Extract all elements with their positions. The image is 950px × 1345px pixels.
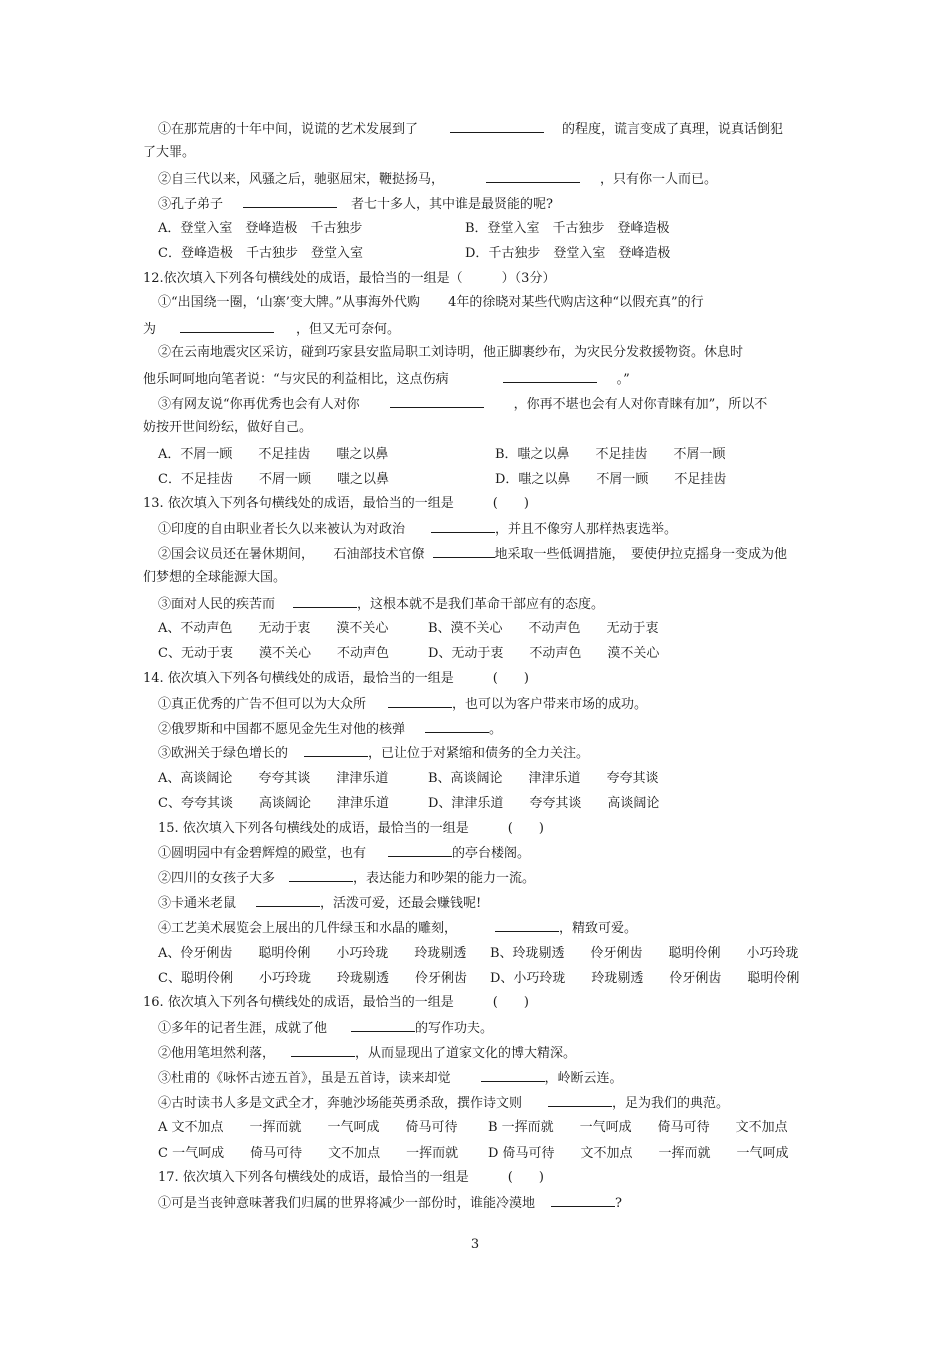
q17-sentence-1: ①可是当丧钟意味著我们归属的世界将减少一部份时，谁能冷漠地 ? xyxy=(158,1193,622,1213)
q16-stem: 16. 依次填入下列各句横线处的成语，最恰当的一组是 ( ) xyxy=(143,995,529,1010)
q13-sentence-3: ③面对人民的疾苦而 ，这根本就不是我们革命干部应有的态度。 xyxy=(158,594,604,614)
q16-sentence-4: ④古时读书人多是文武全才，奔驰沙场能英勇杀敌，撰作诗文则 ，足为我们的典范。 xyxy=(158,1093,729,1113)
blank-line xyxy=(388,843,452,857)
blank-line xyxy=(289,868,353,882)
q16-sentence-1: ①多年的记者生涯，成就了他 的写作功夫。 xyxy=(158,1018,493,1038)
q13-option-a: A、不动声色 无动于衷 漠不关心 xyxy=(158,621,389,636)
blank-line xyxy=(388,694,452,708)
blank-line xyxy=(433,544,495,558)
blank-line xyxy=(481,1068,545,1082)
q12-stem: 12.依次填入下列各句横线处的成语，最恰当的一组是（ ）（3分） xyxy=(143,271,556,286)
q16-option-c: C 一气呵成 倚马可待 文不加点 一挥而就 xyxy=(158,1146,459,1161)
q11-sentence-1-cont: 了大罪。 xyxy=(143,145,196,160)
q12-sentence-2: ②在云南地震灾区采访，碰到巧家县安监局职工刘诗明，他正脚裹纱布，为灾民分发救援物资。休息时 xyxy=(158,345,744,360)
blank-line xyxy=(291,1043,355,1057)
blank-line xyxy=(256,893,320,907)
q13-option-c: C、无动于衷 漠不关心 不动声色 xyxy=(158,646,389,661)
q11-option-a: A．登堂入室 登峰造极 千古独步 xyxy=(158,221,363,236)
q11-option-c: C．登峰造极 千古独步 登堂入室 xyxy=(158,246,363,261)
q14-sentence-3: ③欧洲关于绿色增长的 ，已让位于对紧缩和债务的全力关注。 xyxy=(158,743,589,763)
q13-sentence-2: ②国会议员还在暑休期间， 石油部技术官僚 地采取一些低调措施， 要使伊拉克摇身一变成为他 xyxy=(158,544,787,564)
q11-sentence-1: ①在那荒唐的十年中间，说谎的艺术发展到了 的程度，谎言变成了真理，说真话倒犯 xyxy=(158,119,783,139)
blank-line xyxy=(351,1018,415,1032)
q16-option-a: A 文不加点 一挥而就 一气呵成 倚马可待 xyxy=(158,1120,458,1135)
q15-option-c: C、聪明伶俐 小巧玲珑 玲珑剔透 伶牙俐齿 xyxy=(158,971,467,986)
blank-line xyxy=(390,394,484,408)
q13-sentence-2-cont: 们梦想的全球能源大国。 xyxy=(143,570,287,585)
blank-line xyxy=(450,119,544,133)
blank-line xyxy=(495,918,559,932)
q15-sentence-4: ④工艺美术展览会上展出的几件绿玉和水晶的雕刻， ，精致可爱。 xyxy=(158,918,637,938)
q14-option-d: D、津津乐道 夸夸其谈 高谈阔论 xyxy=(428,796,660,811)
blank-line xyxy=(431,519,495,533)
page-number: 3 xyxy=(470,1237,480,1252)
q14-sentence-2: ②俄罗斯和中国都不愿见金先生对他的核弹 。 xyxy=(158,719,502,739)
q12-option-d: D．嗤之以鼻 不屑一顾 不足挂齿 xyxy=(495,472,727,487)
q12-option-b: B．嗤之以鼻 不足挂齿 不屑一顾 xyxy=(495,447,726,462)
blank-line xyxy=(293,594,357,608)
q12-option-c: C．不足挂齿 不屑一顾 嗤之以鼻 xyxy=(158,472,389,487)
q15-option-b: B、玲珑剔透 伶牙俐齿 聪明伶俐 小巧玲珑 xyxy=(490,946,799,961)
q15-sentence-1: ①圆明园中有金碧辉煌的殿堂，也有 的亭台楼阁。 xyxy=(158,843,530,863)
q14-option-a: A、高谈阔论 夸夸其谈 津津乐道 xyxy=(158,771,389,786)
q12-sentence-3: ③有网友说“你再优秀也会有人对你 ，你再不堪也会有人对你青睐有加”，所以不 xyxy=(158,394,767,414)
q12-sentence-3-cont: 妨按开世间纷纭，做好自己。 xyxy=(143,420,313,435)
q12-sentence-1: ①“出国绕一圈，‘山寨’变大牌。”从事海外代购 4年的徐晓对某些代购店这种“以假充真”的行 xyxy=(158,295,704,310)
q16-option-d: D 倚马可待 文不加点 一挥而就 一气呵成 xyxy=(488,1146,789,1161)
q13-option-d: D、无动于衷 不动声色 漠不关心 xyxy=(428,646,660,661)
q14-option-c: C、夸夸其谈 高谈阔论 津津乐道 xyxy=(158,796,389,811)
q15-option-d: D、小巧玲珑 玲珑剔透 伶牙俐齿 聪明伶俐 xyxy=(490,971,800,986)
blank-line xyxy=(243,194,337,208)
q17-stem: 17. 依次填入下列各句横线处的成语，最恰当的一组是 ( ) xyxy=(158,1170,544,1185)
q14-option-b: B、高谈阔论 津津乐道 夸夸其谈 xyxy=(428,771,659,786)
blank-line xyxy=(180,319,274,333)
q15-stem: 15. 依次填入下列各句横线处的成语，最恰当的一组是 ( ) xyxy=(158,821,544,836)
q11-option-d: D．千古独步 登堂入室 登峰造极 xyxy=(465,246,671,261)
q13-option-b: B、漠不关心 不动声色 无动于衷 xyxy=(428,621,659,636)
q12-sentence-2-cont: 他乐呵呵地向笔者说：“与灾民的利益相比，这点伤病 。” xyxy=(143,369,630,389)
q11-sentence-2: ②自三代以来，风骚之后，驰驱屈宋，鞭挞扬马， ，只有你一人而已。 xyxy=(158,169,717,189)
q15-sentence-2: ②四川的女孩子大多 ，表达能力和吵架的能力一流。 xyxy=(158,868,535,888)
q11-option-b: B．登堂入室 千古独步 登峰造极 xyxy=(465,221,670,236)
q15-option-a: A、伶牙俐齿 聪明伶俐 小巧玲珑 玲珑剔透 xyxy=(158,946,467,961)
blank-line xyxy=(503,369,597,383)
blank-line xyxy=(304,743,368,757)
blank-line xyxy=(551,1193,615,1207)
q11-sentence-3: ③孔子弟子 者七十多人，其中谁是最贤能的呢? xyxy=(158,194,553,214)
q15-sentence-3: ③卡通米老鼠 ，活泼可爱，还最会赚钱呢! xyxy=(158,893,481,913)
q16-sentence-2: ②他用笔坦然利落， ，从而显现出了道家文化的博大精深。 xyxy=(158,1043,576,1063)
blank-line xyxy=(548,1093,612,1107)
q12-sentence-1-cont: 为 ，但又无可奈何。 xyxy=(143,319,400,339)
q16-option-b: B 一挥而就 一气呵成 倚马可待 文不加点 xyxy=(488,1120,788,1135)
q14-sentence-1: ①真正优秀的广告不但可以为大众所 ，也可以为客户带来市场的成功。 xyxy=(158,694,647,714)
blank-line xyxy=(425,719,489,733)
blank-line xyxy=(486,169,580,183)
q13-sentence-1: ①印度的自由职业者长久以来被认为对政治 ，并且不像穷人那样热衷选举。 xyxy=(158,519,677,539)
q14-stem: 14. 依次填入下列各句横线处的成语，最恰当的一组是 ( ) xyxy=(143,671,529,686)
q16-sentence-3: ③杜甫的《咏怀古迹五首》，虽是五首诗，读来却觉 ，岭断云连。 xyxy=(158,1068,623,1088)
q13-stem: 13. 依次填入下列各句横线处的成语，最恰当的一组是 ( ) xyxy=(143,496,529,511)
q12-option-a: A．不屑一顾 不足挂齿 嗤之以鼻 xyxy=(158,447,389,462)
